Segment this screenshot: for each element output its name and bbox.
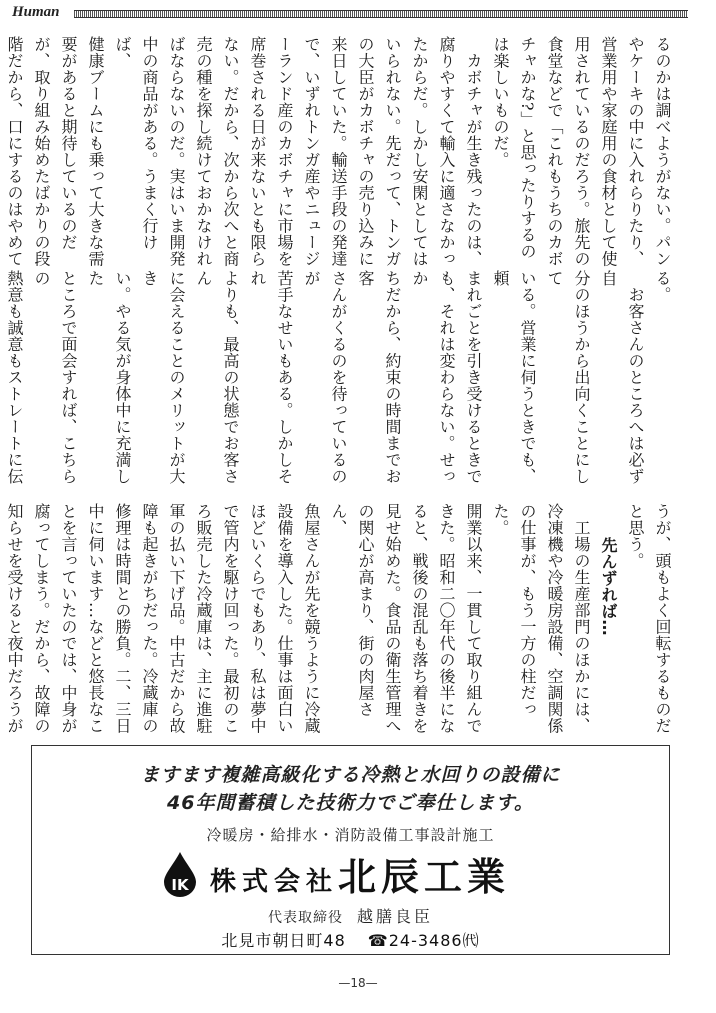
phone-number: 24-3486㈹ — [388, 931, 480, 950]
text-column: 苦手なせいもある。しかしそれ — [248, 270, 294, 485]
text-column: の関心が高まり、街の肉屋さん、 — [329, 503, 375, 718]
text-column: が、取り組み始めたばかりの段 — [32, 36, 51, 267]
representative — [32, 904, 669, 927]
text-column: ーランド産のカボチャに市場を — [275, 36, 294, 267]
address: 北見市朝日町48 — [221, 931, 346, 950]
text-column: 席巻される日が来ないとも限ら — [248, 36, 267, 267]
droplet-logo-icon — [162, 850, 198, 898]
company-name — [210, 846, 510, 901]
text-column: ばならないのだ。実はいま開発 — [167, 36, 186, 267]
contact — [32, 928, 669, 951]
text-column: で、いずれトンガ産やニュージ — [302, 36, 321, 267]
header-rule — [74, 10, 688, 18]
text-column: カボチャが生き残ったのは、 — [464, 36, 483, 267]
company-main-name: 北辰工業 — [338, 855, 511, 899]
text-column: 障も起きがちだった。冷蔵庫の — [140, 503, 159, 734]
text-column: ろ販売した冷蔵庫は、主に進駐 — [194, 503, 213, 734]
text-column: よりも、最高の状態でお客さん — [194, 270, 240, 485]
text-column: チャかな?」と思ったりするの — [518, 36, 537, 260]
article-tier-3 — [5, 503, 676, 735]
text-column: 魚屋さんが先を競うように冷蔵 — [302, 503, 321, 734]
text-column: 工場の生産部門のほかには、 — [572, 503, 591, 734]
text-column: いる。営業に伺うときでも、頼 — [491, 270, 537, 485]
rep-title: 代表取締役 — [267, 910, 343, 926]
rep-name: 越膳良臣 — [356, 907, 433, 926]
phone-icon: ☎ — [367, 931, 389, 950]
text-column: ほどいくらでもあり、私は夢中 — [248, 503, 267, 734]
text-column: 見せ始めた。食品の衛生管理へ — [383, 503, 402, 734]
text-column: に会えることのメリットが大き — [140, 270, 186, 485]
section-label: Human — [12, 4, 60, 20]
text-column: 分のほうから出向くことにして — [545, 270, 591, 485]
text-column: 開業以来、一貫して取り組んで — [464, 503, 483, 734]
text-column: の大臣がカボチャの売り込みに — [356, 36, 375, 267]
text-column: は楽しいものだ。 — [491, 36, 510, 168]
text-column: いられない。先だって、トンガ — [383, 36, 402, 267]
ad-slogan-line-1: ますます複雑高級化する冷熱と水回りの設備に — [140, 764, 561, 786]
page-number: —18— — [338, 976, 378, 990]
text-column: るのかは調べようがない。パン — [653, 36, 672, 267]
text-column: たからだ。しかし安閑としては — [410, 36, 429, 267]
text-column: 用されているのだろう。旅先の — [572, 36, 591, 267]
text-column: お客さんのところへは必ず自 — [599, 270, 645, 485]
text-column: ない。だから、次から次へと商 — [221, 36, 240, 267]
text-column: ところで面会すれば、こちらの — [32, 270, 78, 485]
advertisement — [31, 745, 670, 955]
company-prefix: 株式会社 — [210, 867, 339, 897]
text-column: 知らせを受けると夜中だろうが — [5, 503, 24, 734]
article-tier-2 — [5, 270, 676, 500]
ad-services: 冷暖房・給排水・消防設備工事設計施工 — [206, 826, 495, 844]
text-column: と思う。 — [626, 503, 645, 569]
text-column: 腐ってしまう。だから、故障の — [32, 503, 51, 734]
text-column: やケーキの中に入れらりたり、 — [626, 36, 645, 267]
subheading-column — [595, 503, 622, 735]
text-column: 要があると期待しているのだ — [59, 36, 78, 251]
text-column: さんがくるのを待っているのが — [302, 270, 348, 485]
text-column: きた。昭和二〇年代の後半にな — [437, 503, 456, 734]
text-column: 中の商品がある。うまく行けば、 — [113, 36, 159, 251]
text-column: 階だから、口にするのはやめて — [5, 36, 24, 267]
text-column: 腐りやすくて輸入に適さなかっ — [437, 36, 456, 267]
text-column: ると、戦後の混乱も落ち着きを — [410, 503, 429, 734]
article-tier-1 — [5, 36, 676, 268]
text-column: ちだから、約束の時間までお客 — [356, 270, 402, 485]
text-column: 設備を導入した。仕事は面白い — [275, 503, 294, 734]
text-column: 中に伺います…などと悠長なこ — [86, 503, 105, 734]
text-column: うが、頭もよく回転するものだ — [653, 503, 672, 734]
text-column: 来日していた。輸送手段の発達 — [329, 36, 348, 267]
text-column: 冷凍機や冷暖房設備、空調関係 — [545, 503, 564, 734]
text-column: も、それは変わらない。せっか — [410, 270, 456, 485]
text-column: とを言っていたのでは、中身が — [59, 503, 78, 734]
text-column: 軍の払い下げ品。中古だから故 — [167, 503, 186, 734]
text-column: で管内を駆け回った。最初のこ — [221, 503, 240, 734]
text-column: 食堂などで「これもうちのカボ — [545, 36, 564, 267]
text-column: 熱意も誠意もストレートに伝 — [5, 270, 24, 485]
logo-letters: IK — [171, 876, 189, 894]
text-column: 健康ブームにも乗って大きな需 — [86, 36, 105, 267]
ad-slogan-line-2: 46年間蓄積した技術力でご奉仕します。 — [167, 792, 534, 814]
text-column: 修理は時間との勝負。二、三日 — [113, 503, 132, 734]
text-column: 営業用や家庭用の食材として使 — [599, 36, 618, 267]
text-column: の仕事が、もう一方の柱だった。 — [491, 503, 537, 718]
subheading: 先んずれば… — [599, 537, 618, 636]
text-column: る。 — [653, 270, 672, 303]
text-column: まれごとを引き受けるときで — [464, 270, 483, 485]
text-column: 売の種を探し続けておかなけれ — [194, 36, 213, 267]
text-column: い。やる気が身体中に充満した — [86, 270, 132, 485]
